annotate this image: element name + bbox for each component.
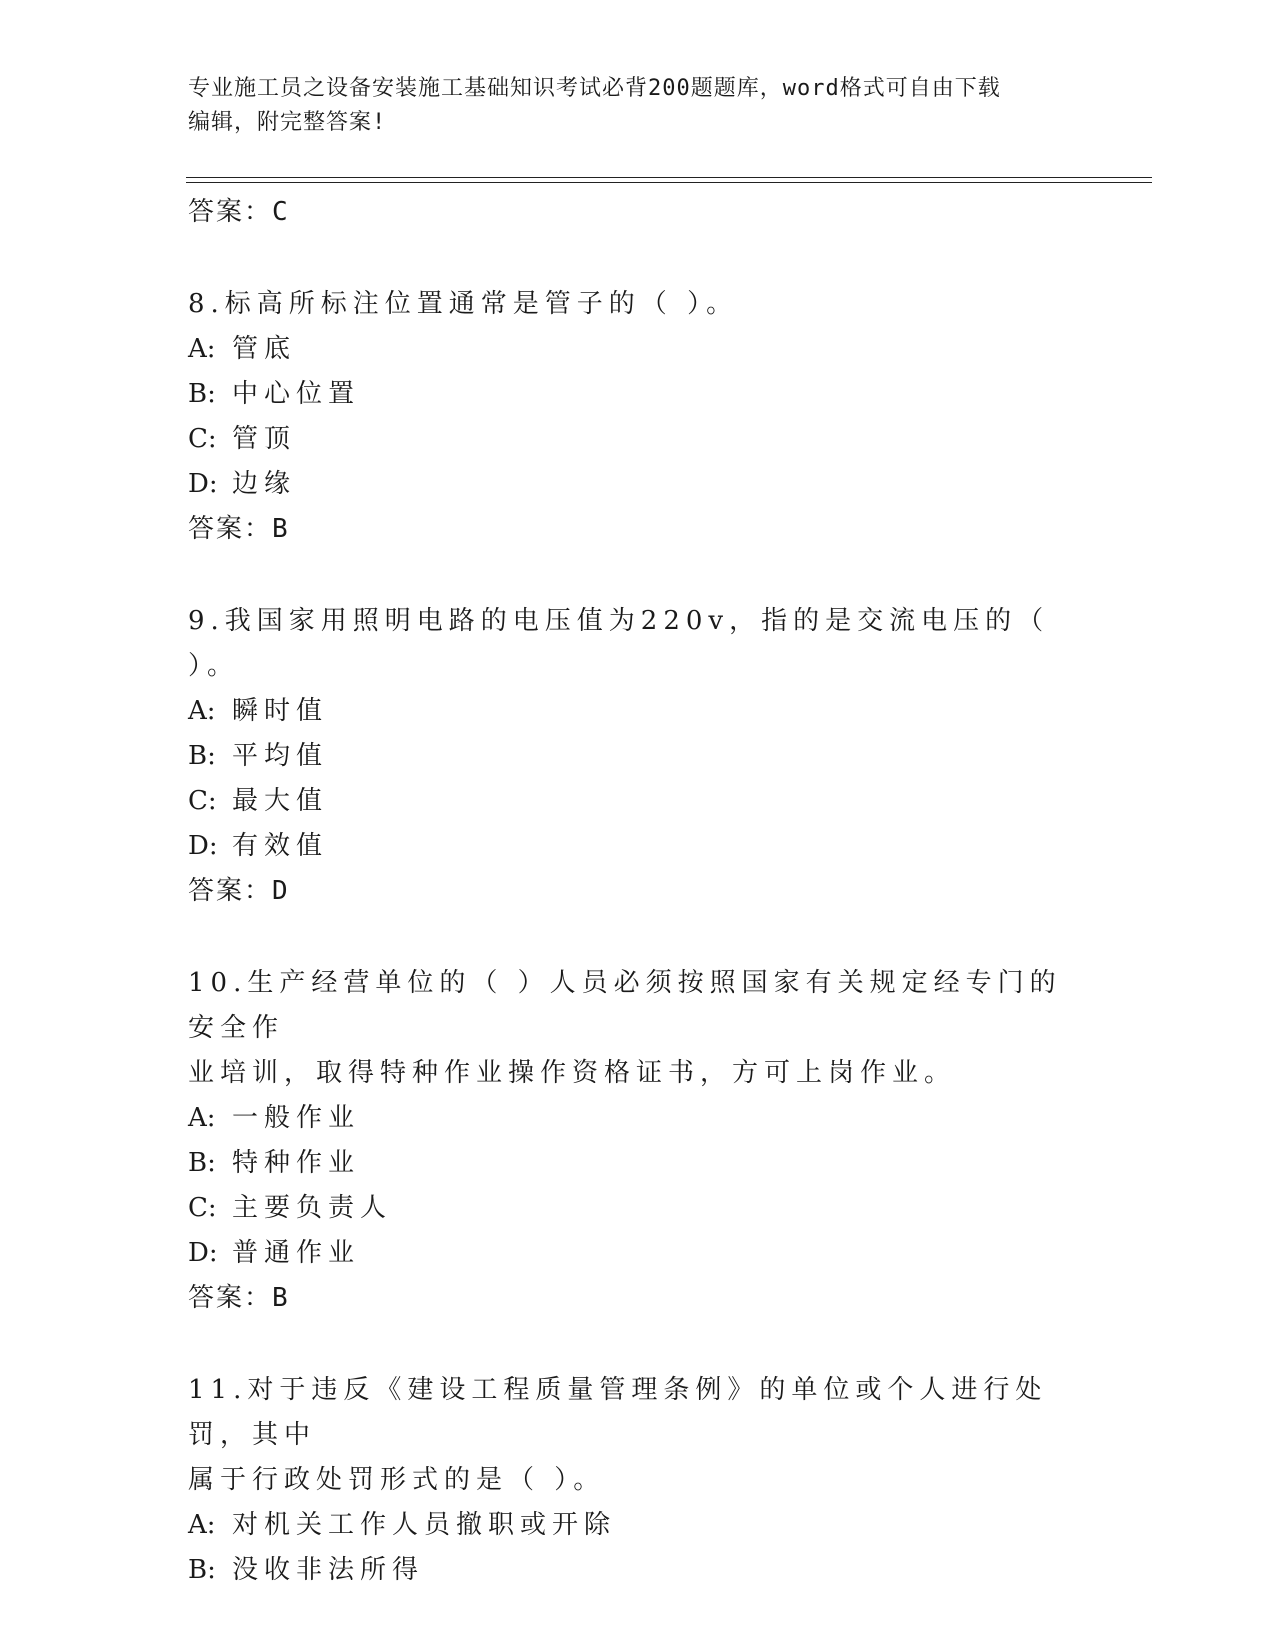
- option-c: [188, 1186, 1088, 1231]
- answer: 答案：B: [188, 514, 290, 544]
- option-a: [188, 1096, 1088, 1141]
- question-8: [188, 282, 1088, 552]
- option-letter: B:: [188, 741, 216, 771]
- question-11: [188, 1368, 1088, 1593]
- option-c: [188, 417, 1088, 462]
- question-9: [188, 599, 1088, 914]
- option-a: [188, 689, 1088, 734]
- option-text: 特种作业: [232, 1148, 361, 1178]
- option-text: 对机关工作人员撤职或开除: [232, 1510, 617, 1540]
- option-text: 平均值: [232, 741, 329, 771]
- previous-answer: 答案：C: [188, 197, 290, 227]
- option-letter: C:: [188, 1193, 217, 1223]
- option-letter: D:: [188, 831, 218, 861]
- option-c: [188, 779, 1088, 824]
- question-stem-line: 10.生产经营单位的（ ）人员必须按照国家有关规定经专门的安全作: [188, 968, 1062, 1043]
- question-stem: [188, 599, 1088, 689]
- header-title-line-1: 专业施工员之设备安装施工基础知识考试必背200题题库，word格式可自由下载: [188, 76, 1001, 101]
- option-text: 边缘: [232, 469, 297, 499]
- option-letter: B:: [188, 1148, 216, 1178]
- answer: 答案：D: [188, 876, 290, 906]
- option-letter: A:: [188, 696, 216, 726]
- spacer: [188, 552, 1088, 599]
- option-text: 一般作业: [232, 1103, 361, 1133]
- option-letter: B:: [188, 1555, 216, 1585]
- header-divider-bottom: [186, 182, 1152, 183]
- option-text: 最大值: [232, 786, 329, 816]
- question-stem-line: 11.对于违反《建设工程质量管理条例》的单位或个人进行处罚，其中: [188, 1375, 1048, 1450]
- option-text: 主要负责人: [232, 1193, 393, 1223]
- option-a: [188, 1503, 1088, 1548]
- spacer: [188, 235, 1088, 282]
- question-list: [188, 190, 1088, 1593]
- option-text: 没收非法所得: [232, 1555, 425, 1585]
- header-title-line-2: 编辑，附完整答案!: [188, 110, 387, 135]
- option-text: 管底: [232, 334, 297, 364]
- option-letter: D:: [188, 469, 218, 499]
- option-d: [188, 1231, 1088, 1276]
- document-header: [188, 72, 1068, 140]
- option-letter: A:: [188, 1103, 216, 1133]
- question-stem-line: 属于行政处罚形式的是（ ）。: [188, 1465, 606, 1495]
- option-b: [188, 1141, 1088, 1186]
- option-text: 瞬时值: [232, 696, 329, 726]
- question-10: [188, 961, 1088, 1321]
- spacer: [188, 1321, 1088, 1368]
- option-text: 管顶: [232, 424, 297, 454]
- option-d: [188, 462, 1088, 507]
- question-stem-line: 9.我国家用照明电路的电压值为220v，指的是交流电压的（ ）。: [188, 606, 1050, 681]
- option-letter: C:: [188, 786, 217, 816]
- option-d: [188, 824, 1088, 869]
- option-text: 普通作业: [232, 1238, 361, 1268]
- header-divider-top: [186, 177, 1152, 178]
- answer: 答案：B: [188, 1283, 290, 1313]
- option-text: 中心位置: [232, 379, 361, 409]
- question-stem-line: 业培训，取得特种作业操作资格证书，方可上岗作业。: [188, 1058, 957, 1088]
- option-letter: C:: [188, 424, 217, 454]
- option-letter: A:: [188, 334, 216, 364]
- spacer: [188, 914, 1088, 961]
- question-stem: [188, 282, 1088, 327]
- question-stem-line: 8.标高所标注位置通常是管子的（ ）。: [188, 289, 739, 319]
- option-b: [188, 372, 1088, 417]
- option-b: [188, 1548, 1088, 1593]
- option-letter: D:: [188, 1238, 218, 1268]
- option-text: 有效值: [232, 831, 329, 861]
- option-letter: A:: [188, 1510, 216, 1540]
- option-b: [188, 734, 1088, 779]
- question-stem: [188, 961, 1088, 1096]
- option-letter: B:: [188, 379, 216, 409]
- question-stem: [188, 1368, 1088, 1503]
- option-a: [188, 327, 1088, 372]
